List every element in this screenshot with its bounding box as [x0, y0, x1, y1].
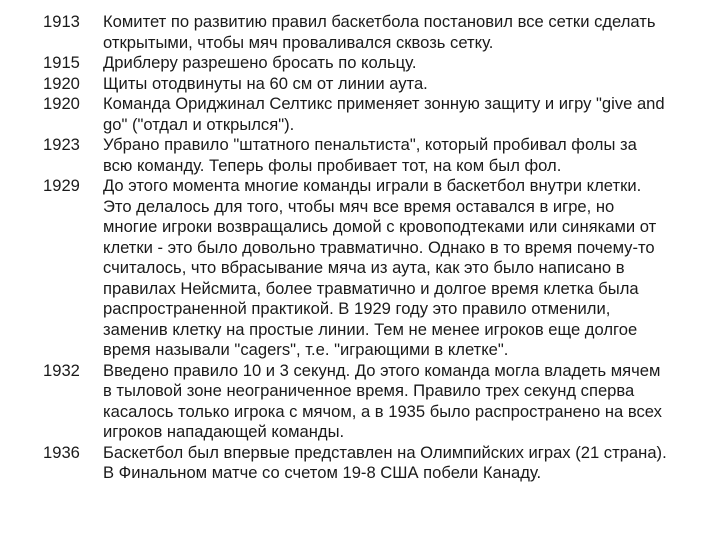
entry-text-line: Дриблеру разрешено бросать по кольцу. — [103, 53, 417, 72]
entry-text-line: многие игроки возвращались домой с кровоподтеками или синяками от — [103, 217, 657, 236]
entry-text-line: заменив клетку на простые линии. Тем не менее игроков еще долгое — [103, 319, 638, 339]
entry-text — [103, 361, 693, 443]
entry-text-line: открытыми, чтобы мяч проваливался сквозь сетку. — [103, 32, 494, 52]
timeline-entry-1923-penalty — [43, 135, 693, 176]
entry-text — [103, 135, 693, 176]
timeline-entry-1920-celtics — [43, 94, 693, 135]
entry-text-line: Щиты отодвинуты на 60 см от линии аута. — [103, 73, 428, 93]
entry-year: 1936 — [43, 442, 80, 462]
entry-year: 1929 — [43, 176, 80, 195]
timeline-entry-1913-sets — [43, 12, 693, 53]
entry-text — [103, 94, 693, 135]
entry-text-line: правилах Нейсмита, более травматично и долгое время клетка была — [103, 278, 639, 298]
entry-text-line: Команда Ориджинал Селтикс применяет зонную защиту и игру "give and — [103, 94, 665, 113]
entry-text — [103, 443, 693, 484]
timeline-list — [43, 12, 693, 484]
entry-text-line: в тыловой зоне неограниченное время. Правило трех секунд сперва — [103, 381, 635, 400]
entry-text — [103, 74, 693, 95]
entry-text-line: Это делалось для того, чтобы мяч все время оставался в игре, но — [103, 196, 615, 216]
entry-text-line: игроков нападающей команды. — [103, 422, 345, 441]
entry-year: 1923 — [43, 135, 80, 154]
entry-year: 1915 — [43, 53, 80, 72]
entry-text — [103, 53, 693, 74]
entry-text-line: go" ("отдал и открылся"). — [103, 114, 295, 134]
entry-text-line: касалось только игрока с мячом, а в 1935 было распространено на всех — [103, 401, 662, 421]
entry-text-line: Баскетбол был впервые представлен на Олимпийских играх (21 страна). — [103, 442, 667, 462]
entry-text — [103, 176, 693, 361]
entry-text-line: всю команду. Теперь фолы пробивает тот, на ком был фол. — [103, 155, 562, 175]
entry-text-line: В Финальном матче со счетом 19-8 США побели Канаду. — [103, 463, 542, 482]
timeline-entry-1915-dribble — [43, 53, 693, 74]
entry-text-line: Комитет по развитию правил баскетбола постановил все сетки сделать — [103, 12, 656, 31]
entry-year: 1920 — [43, 73, 80, 93]
timeline-entry-1932-seconds — [43, 361, 693, 443]
entry-year: 1932 — [43, 360, 80, 380]
timeline-entry-1929-cage — [43, 176, 693, 361]
timeline-entry-1920-backboards — [43, 74, 693, 95]
entry-year: 1920 — [43, 94, 80, 113]
entry-text-line: Введено правило 10 и 3 секунд. До этого команда могла владеть мячем — [103, 360, 661, 380]
entry-text-line: До этого момента многие команды играли в баскетбол внутри клетки. — [103, 176, 642, 195]
timeline-entry-1936-olympics — [43, 443, 693, 484]
entry-text-line: клетки - это было довольно травматично. Однако в то время почему-то — [103, 237, 655, 257]
entry-text-line: Убрано правило "штатного пенальтиста", который пробивал фолы за — [103, 135, 637, 154]
entry-text-line: считалось, что вбрасывание мяча из аута, как это было написано в — [103, 258, 625, 277]
entry-text — [103, 12, 693, 53]
entry-year: 1913 — [43, 12, 80, 31]
entry-text-line: распространенной практикой. В 1929 году это правило отменили, — [103, 299, 611, 318]
entry-text-line: время называли "cagers", т.е. "играющими в клетке". — [103, 340, 509, 359]
